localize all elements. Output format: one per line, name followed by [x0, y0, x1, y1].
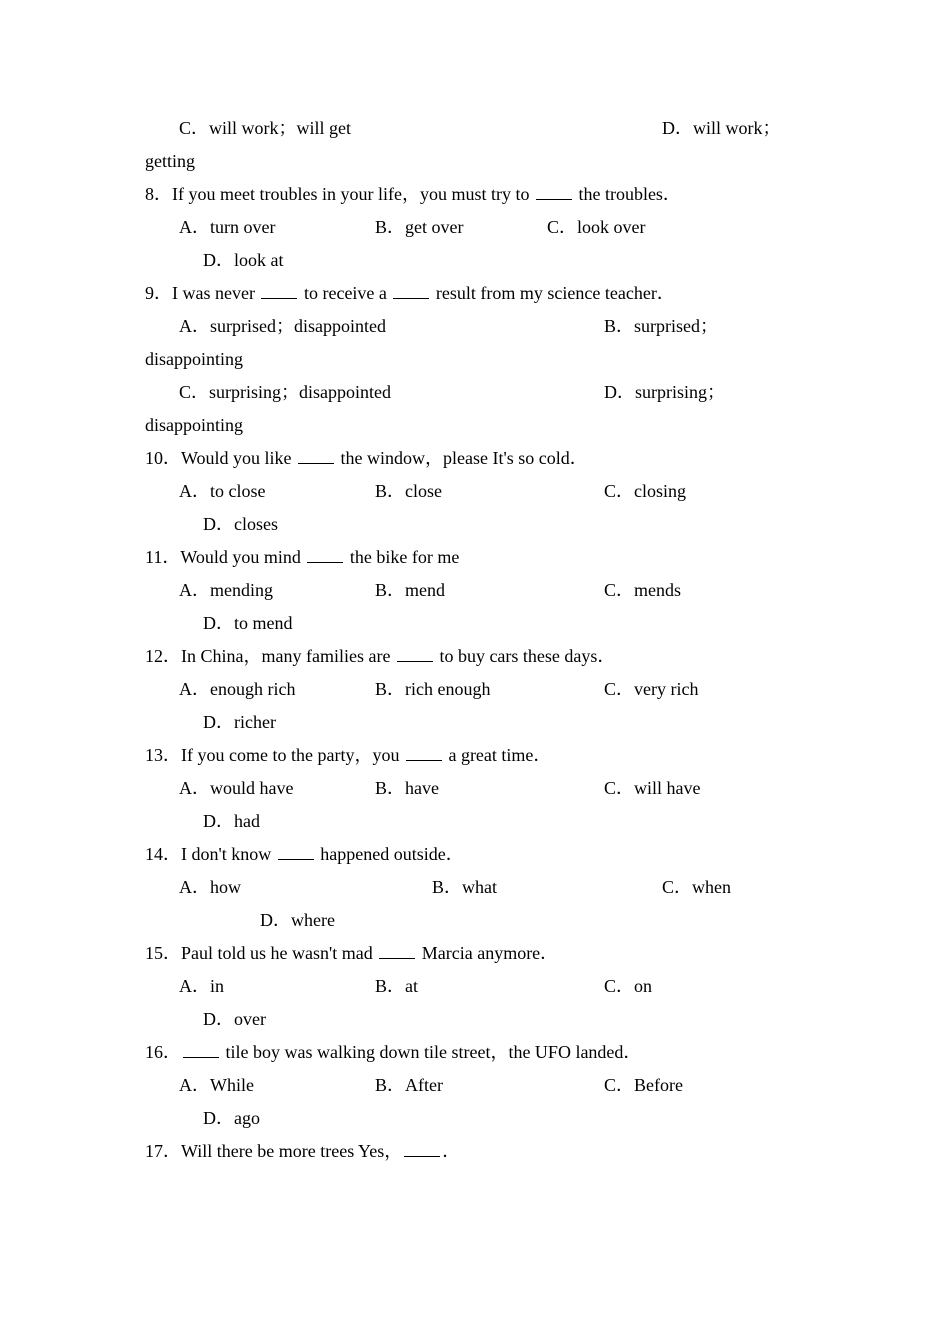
- q10-option-d: D．closes: [203, 514, 278, 534]
- q12-option-b: B．rich enough: [375, 679, 491, 699]
- q13-option-d: D．had: [203, 811, 260, 831]
- q10-option-c: C．closing: [604, 481, 687, 501]
- q8-option-c: C．look over: [547, 217, 646, 237]
- q13-option-c: C．will have: [604, 778, 701, 798]
- answer-blank: [278, 845, 314, 860]
- q16-option-c: C．Before: [604, 1075, 683, 1095]
- q13-option-b: B．have: [375, 778, 439, 798]
- q9-option-b: B．surprised；: [604, 316, 718, 336]
- q9-option-d: D．surprising；: [604, 382, 725, 402]
- q8-option-b: B．get over: [375, 217, 464, 237]
- question-10: 10．Would you like the window，please It's so cold．: [145, 448, 588, 468]
- q15-option-d: D．over: [203, 1009, 266, 1029]
- answer-blank: [397, 647, 433, 662]
- q9-option-b-wrap: disappointing: [145, 349, 243, 369]
- q13-option-a: A．would have: [179, 778, 294, 798]
- question-12: 12．In China，many families are to buy cars these days．: [145, 646, 616, 666]
- q11-option-d: D．to mend: [203, 613, 293, 633]
- question-11: 11．Would you mind the bike for me: [145, 547, 460, 567]
- q7-option-d: D．will work；: [662, 118, 781, 138]
- answer-blank: [536, 185, 572, 200]
- q11-option-b: B．mend: [375, 580, 445, 600]
- question-16: 16． tile boy was walking down tile street，the UFO landed．: [145, 1042, 642, 1062]
- q10-option-b: B．close: [375, 481, 442, 501]
- answer-blank: [298, 449, 334, 464]
- q15-option-a: A．in: [179, 976, 224, 996]
- answer-blank: [393, 284, 429, 299]
- q11-option-a: A．mending: [179, 580, 273, 600]
- question-9: 9．I was never to receive a result from my science teacher．: [145, 283, 675, 303]
- q15-option-b: B．at: [375, 976, 418, 996]
- question-17: 17．Will there be more trees Yes， ．: [145, 1141, 461, 1161]
- question-13: 13．If you come to the party，you a great time．: [145, 745, 552, 765]
- q8-option-a: A．turn over: [179, 217, 276, 237]
- answer-blank: [183, 1043, 219, 1058]
- q12-option-c: C．very rich: [604, 679, 699, 699]
- q14-option-b: B．what: [432, 877, 497, 897]
- q9-option-c: C．surprising；disappointed: [179, 382, 391, 402]
- q7-option-c: C．will work；will get: [179, 118, 351, 138]
- answer-blank: [307, 548, 343, 563]
- q16-option-a: A．While: [179, 1075, 254, 1095]
- q9-option-d-wrap: disappointing: [145, 415, 243, 435]
- answer-blank: [261, 284, 297, 299]
- question-8: 8．If you meet troubles in your life，you must try to the troubles．: [145, 184, 681, 204]
- q12-option-a: A．enough rich: [179, 679, 296, 699]
- q10-option-a: A．to close: [179, 481, 266, 501]
- answer-blank: [406, 746, 442, 761]
- q16-option-b: B．After: [375, 1075, 443, 1095]
- q14-option-c: C．when: [662, 877, 731, 897]
- q9-option-a: A．surprised；disappointed: [179, 316, 386, 336]
- q14-option-d: D．where: [260, 910, 335, 930]
- question-14: 14．I don't know happened outside．: [145, 844, 464, 864]
- q7-option-d-wrap: getting: [145, 151, 195, 171]
- answer-blank: [404, 1142, 440, 1157]
- q14-option-a: A．how: [179, 877, 241, 897]
- q16-option-d: D．ago: [203, 1108, 260, 1128]
- q12-option-d: D．richer: [203, 712, 276, 732]
- q8-option-d: D．look at: [203, 250, 284, 270]
- q15-option-c: C．on: [604, 976, 653, 996]
- question-15: 15．Paul told us he wasn't mad Marcia anymore．: [145, 943, 559, 963]
- q11-option-c: C．mends: [604, 580, 682, 600]
- answer-blank: [379, 944, 415, 959]
